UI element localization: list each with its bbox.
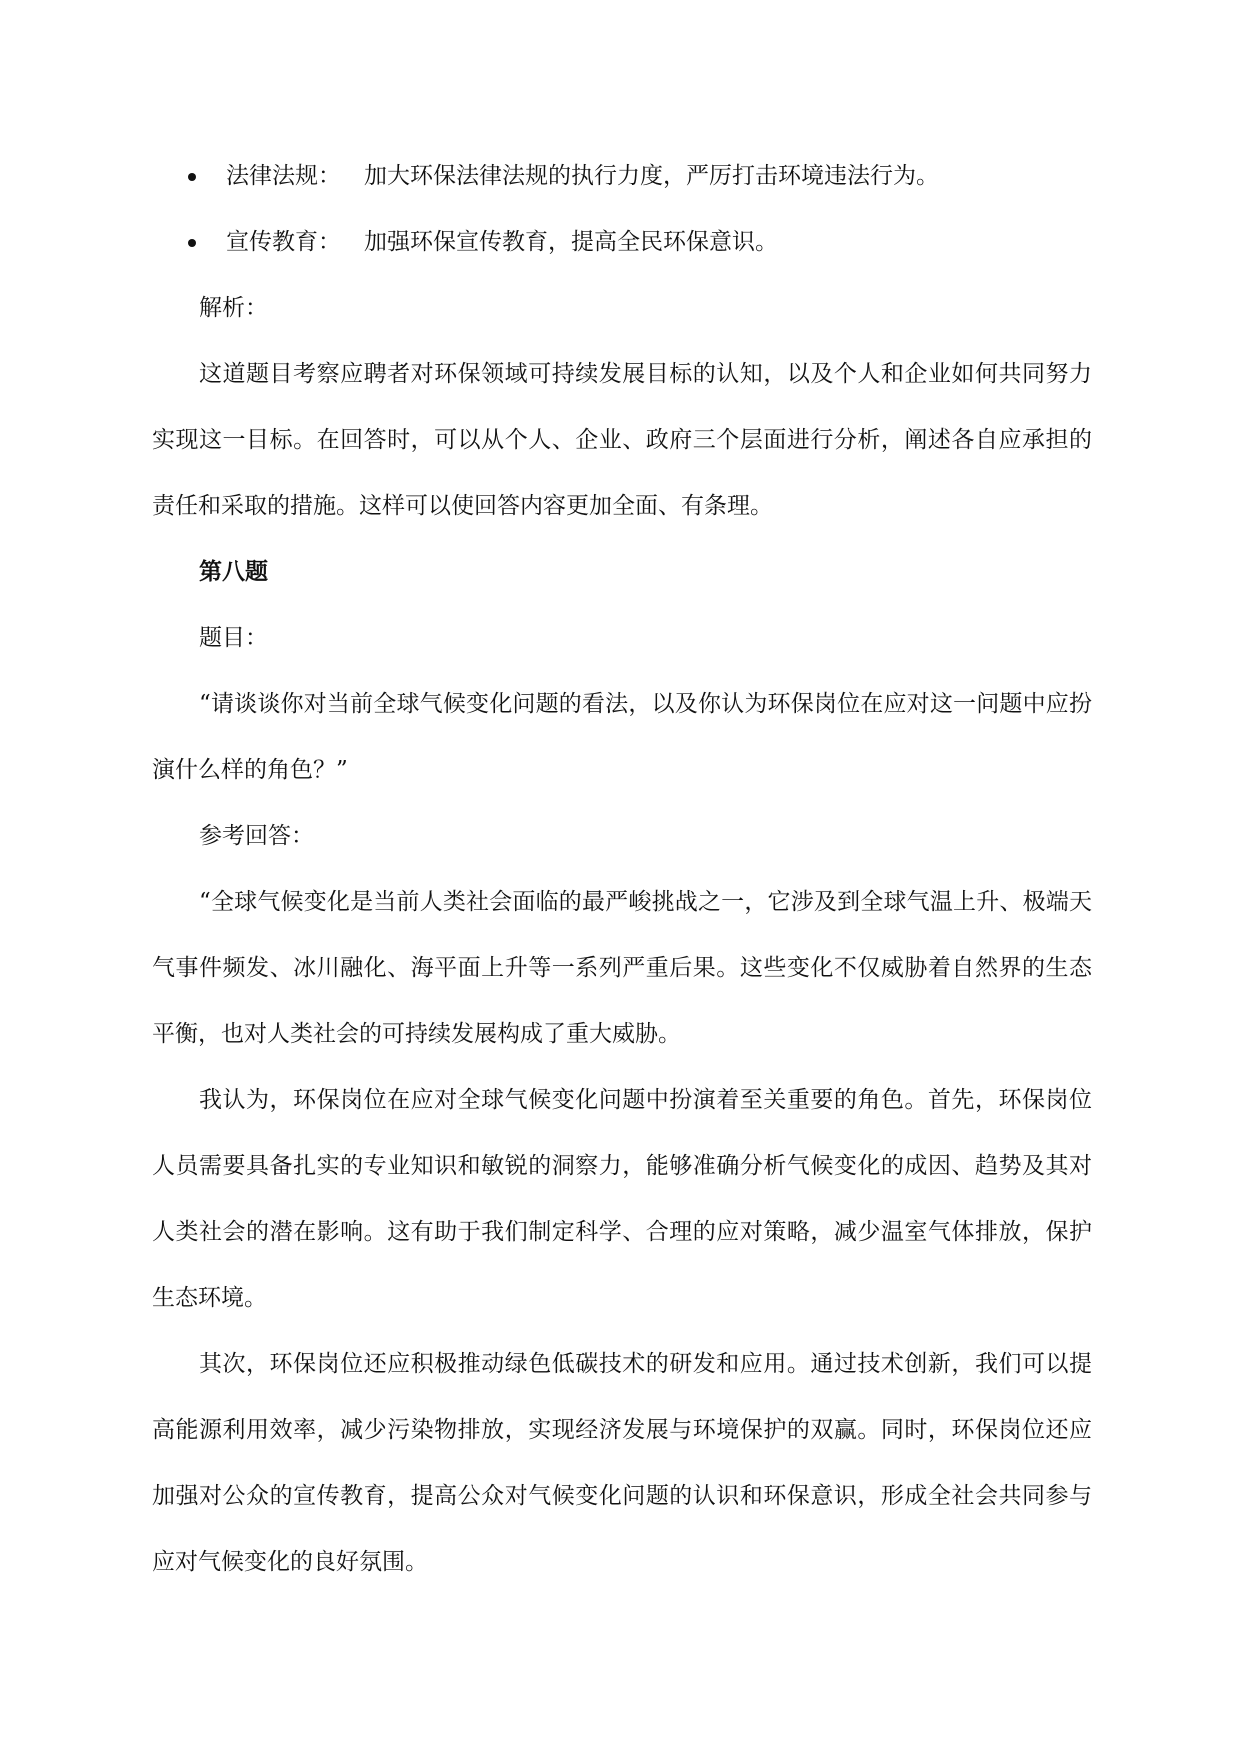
bullet-dot-icon bbox=[188, 173, 196, 181]
section-heading: 第八题 bbox=[199, 558, 268, 585]
answer-paragraph-3: 其次，环保岗位还应积极推动绿色低碳技术的研发和应用。通过技术创新，我们可以提高能源利用效率，减少污染物排放，实现经济发展与环境保护的双赢。同时，环保岗位还应加强对公众的宣传教育，提高公众对气候变化问题的认识和环保意识，形成全社会共同参与应对气候变化的良好氛围。 bbox=[152, 1351, 1092, 1575]
page-content bbox=[152, 143, 1092, 1595]
bullet-dot-icon bbox=[188, 239, 196, 247]
bullet-item-laws bbox=[152, 143, 1092, 209]
bullet-list bbox=[152, 143, 1092, 275]
analysis-label: 解析： bbox=[199, 295, 268, 321]
analysis-paragraph: 这道题目考察应聘者对环保领域可持续发展目标的认知，以及个人和企业如何共同努力实现这一目标。在回答时，可以从个人、企业、政府三个层面进行分析，阐述各自应承担的责任和采取的措施。这样可以使回答内容更加全面、有条理。 bbox=[152, 361, 1092, 519]
bullet-term: 宣传教育： bbox=[226, 229, 341, 255]
answer-paragraph-1: “全球气候变化是当前人类社会面临的最严峻挑战之一，它涉及到全球气温上升、极端天气事件频发、冰川融化、海平面上升等一系列严重后果。这些变化不仅威胁着自然界的生态平衡，也对人类社会的可持续发展构成了重大威胁。 bbox=[152, 889, 1092, 1047]
question-label: 题目： bbox=[199, 625, 268, 651]
bullet-text: 加强环保宣传教育，提高全民环保意识。 bbox=[364, 229, 778, 255]
question-paragraph: “请谈谈你对当前全球气候变化问题的看法，以及你认为环保岗位在应对这一问题中应扮演什么样的角色？” bbox=[152, 691, 1092, 783]
answer-paragraph-2: 我认为，环保岗位在应对全球气候变化问题中扮演着至关重要的角色。首先，环保岗位人员需要具备扎实的专业知识和敏锐的洞察力，能够准确分析气候变化的成因、趋势及其对人类社会的潜在影响。这有助于我们制定科学、合理的应对策略，减少温室气体排放，保护生态环境。 bbox=[152, 1087, 1092, 1311]
bullet-term: 法律法规： bbox=[226, 163, 341, 189]
bullet-text: 加大环保法律法规的执行力度，严厉打击环境违法行为。 bbox=[364, 163, 939, 189]
bullet-item-education bbox=[152, 209, 1092, 275]
answer-label: 参考回答： bbox=[199, 823, 314, 849]
